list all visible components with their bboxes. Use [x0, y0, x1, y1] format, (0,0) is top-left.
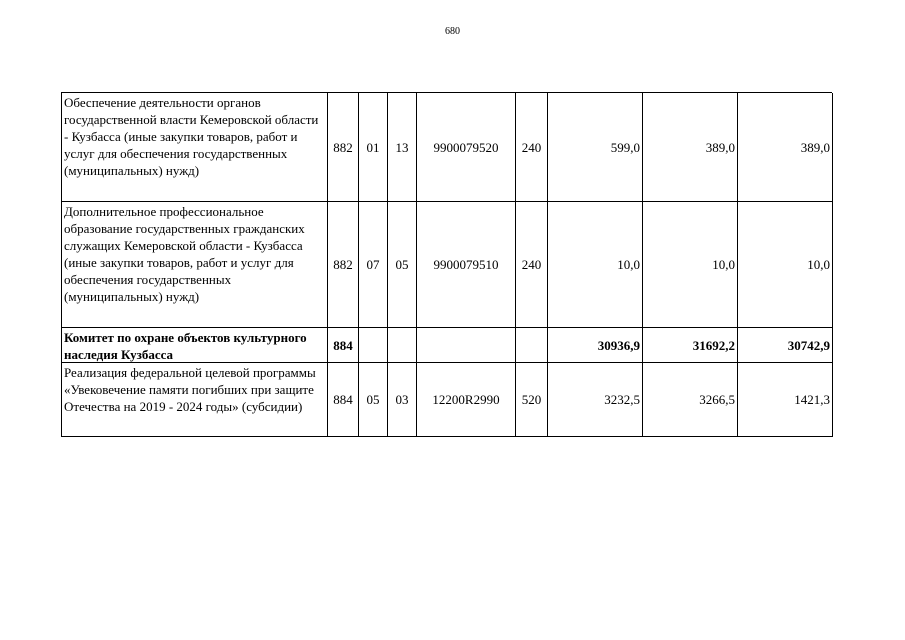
section-code: 05: [359, 363, 388, 437]
expense-type-code: 240: [516, 93, 548, 202]
expense-type-code: 520: [516, 363, 548, 437]
amount-year-2: 389,0: [643, 93, 738, 202]
amount-year-2: 3266,5: [643, 363, 738, 437]
section-code: [359, 328, 388, 363]
expense-type-code: [516, 328, 548, 363]
page-number: 680: [445, 26, 460, 37]
department-code: 884: [328, 363, 359, 437]
department-code: 884: [328, 328, 359, 363]
amount-year-2: 10,0: [643, 202, 738, 328]
amount-year-3: 10,0: [738, 202, 833, 328]
target-article-code: 9900079520: [417, 93, 516, 202]
target-article-code: 12200R2990: [417, 363, 516, 437]
expense-type-code: 240: [516, 202, 548, 328]
subsection-code: 03: [388, 363, 417, 437]
row-name: Дополнительное профессиональное образование государственных гражданских служащих Кемеровской области - Кузбасса (иные закупки товаров, работ и услуг для обеспечения государственных (муниципальных) нужд): [62, 202, 328, 328]
subsection-code: [388, 328, 417, 363]
amount-year-1: 3232,5: [548, 363, 643, 437]
amount-year-3: 30742,9: [738, 328, 833, 363]
target-article-code: 9900079510: [417, 202, 516, 328]
row-name: Реализация федеральной целевой программы «Увековечение памяти погибших при защите Отечества на 2019 - 2024 годы» (субсидии): [62, 363, 328, 437]
subsection-code: 05: [388, 202, 417, 328]
amount-year-2: 31692,2: [643, 328, 738, 363]
section-code: 07: [359, 202, 388, 328]
row-name: Обеспечение деятельности органов государственной власти Кемеровской области - Кузбасса (иные закупки товаров, работ и услуг для обеспечения государственных (муниципальных) нужд): [62, 93, 328, 202]
subsection-code: 13: [388, 93, 417, 202]
amount-year-1: 30936,9: [548, 328, 643, 363]
row-name: Комитет по охране объектов культурного наследия Кузбасса: [62, 328, 328, 363]
amount-year-1: 599,0: [548, 93, 643, 202]
budget-table: [61, 92, 832, 437]
section-code: 01: [359, 93, 388, 202]
department-code: 882: [328, 202, 359, 328]
target-article-code: [417, 328, 516, 363]
amount-year-3: 389,0: [738, 93, 833, 202]
amount-year-3: 1421,3: [738, 363, 833, 437]
department-code: 882: [328, 93, 359, 202]
amount-year-1: 10,0: [548, 202, 643, 328]
